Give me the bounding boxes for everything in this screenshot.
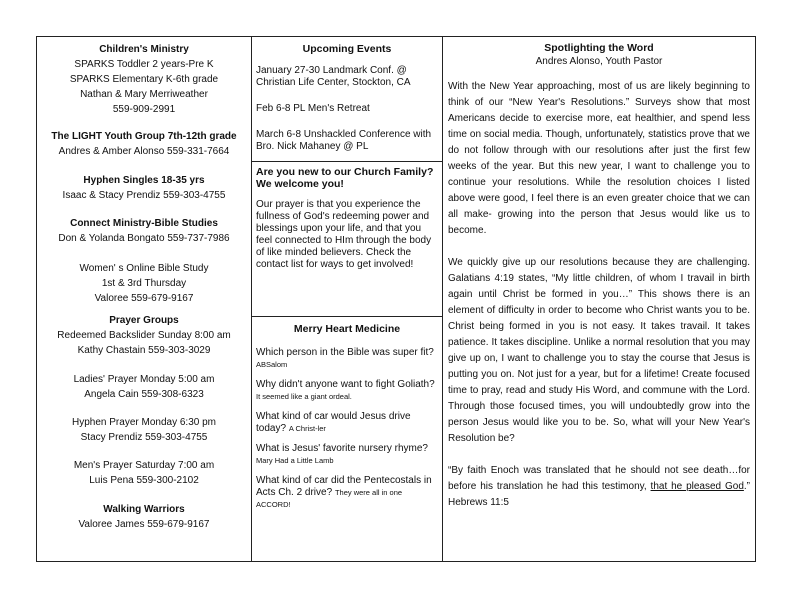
women-line: Women' s Online Bible Study bbox=[79, 263, 209, 274]
light-youth-title: The LIGHT Youth Group 7th-12th grade bbox=[51, 131, 237, 142]
event-item: March 6-8 Unshackled Conference with Bro. Nick Mahaney @ PL bbox=[256, 129, 432, 152]
spotlight-byline: Andres Alonso, Youth Pastor bbox=[535, 56, 663, 67]
joke-item bbox=[256, 347, 438, 371]
scripture-quote bbox=[448, 463, 750, 511]
walking-warriors-block bbox=[37, 502, 251, 532]
merry-heart-section bbox=[252, 323, 442, 511]
quote-underlined-text: that he pleased God bbox=[650, 481, 744, 492]
joke-answer: Mary Had a Little Lamb bbox=[256, 456, 334, 465]
section-divider bbox=[252, 161, 442, 162]
light-youth-block bbox=[37, 129, 251, 159]
joke-item bbox=[256, 475, 438, 511]
joke-item bbox=[256, 379, 438, 403]
ladies-line: Ladies' Prayer Monday 5:00 am bbox=[73, 374, 215, 385]
children-line: 559-909-2991 bbox=[112, 104, 176, 115]
walking-warriors-line: Valoree James 559-679-9167 bbox=[78, 519, 210, 530]
joke-item bbox=[256, 443, 438, 467]
merry-heart-title: Merry Heart Medicine bbox=[293, 323, 401, 335]
prayer-line: Redeemed Backslider Sunday 8:00 am bbox=[57, 330, 231, 341]
mens-prayer-block bbox=[37, 458, 251, 488]
middle-column bbox=[252, 37, 443, 561]
women-line: Valoree 559-679-9167 bbox=[94, 293, 194, 304]
article-paragraph: With the New Year approaching, most of us are likely beginning to think of our “New Year's Resolutions.” Surveys show that most Americans decide to exercise more, eat healthier, and spend less time on social media. Though, unfortunately, statistics prove that we do not follow through with our resolutions after just the first few weeks of the year. But this new year, I want to challenge you to continue your resolutions. While the resolution choices I listed above were good, I feel there is an even greater choice that we can all make- growing into the person that Jesus would like us to become. bbox=[448, 81, 750, 236]
walking-warriors-title: Walking Warriors bbox=[103, 504, 185, 515]
joke-question: What kind of car would Jesus drive today? bbox=[256, 411, 411, 434]
welcome-heading: Are you new to our Church Family? We welcome you! bbox=[256, 166, 434, 190]
spotlight-column bbox=[443, 37, 755, 561]
hyphen-singles-title: Hyphen Singles 18-35 yrs bbox=[83, 175, 205, 186]
light-youth-line: Andres & Amber Alonso 559-331-7664 bbox=[58, 146, 230, 157]
quote-text: “By faith Enoch was translated that he should not see death…for before his translation he had this testimony, bbox=[448, 465, 750, 492]
joke-question: What is Jesus' favorite nursery rhyme? bbox=[256, 443, 428, 454]
connect-ministry-title: Connect Ministry-Bible Studies bbox=[70, 218, 218, 229]
ministries-column bbox=[37, 37, 252, 561]
joke-question: What kind of car did the Pentecostals in Acts Ch. 2 drive? bbox=[256, 475, 432, 498]
joke-item bbox=[256, 411, 438, 435]
event-item: January 27-30 Landmark Conf. @ Christian Life Center, Stockton, CA bbox=[256, 65, 411, 88]
women-line: 1st & 3rd Thursday bbox=[101, 278, 187, 289]
prayer-groups-title: Prayer Groups bbox=[109, 315, 179, 326]
section-divider bbox=[252, 316, 442, 317]
joke-answer: ABSalom bbox=[256, 360, 288, 369]
joke-question: Why didn't anyone want to fight Goliath? bbox=[256, 379, 435, 390]
prayer-line: Kathy Chastain 559-303-3029 bbox=[77, 345, 211, 356]
ladies-prayer-block bbox=[37, 372, 251, 402]
spotlight-title: Spotlighting the Word bbox=[544, 42, 654, 54]
ladies-line: Angela Cain 559-308-6323 bbox=[84, 389, 204, 400]
women-bible-study-block bbox=[37, 261, 251, 306]
upcoming-events-section bbox=[252, 43, 442, 153]
spotlight-article bbox=[448, 41, 750, 511]
joke-answer: A Christ-ler bbox=[288, 424, 326, 433]
article-paragraph: We quickly give up our resolutions because they are challenging. Galatians 4:19 states, “My little children, of whom I travail in birth again until Christ be formed in you…” This shows there is an element of difficulty in order to become who Christ wants you to be. Christ being formed in you is not easy. It takes travail. It takes patience. It takes discipline. Unlike a normal resolution that you may give up on, I want to challenge you to stay the course that Jesus is putting you on. Not just for a year, but for a lifetime! Create focused time to pray, read and study His Word, and commune with the Lord. Through those focused times, you will undoubtedly grow into the person Jesus would like you to be. So, what will your New Year's Resolution be? bbox=[448, 257, 750, 444]
children-line: SPARKS Elementary K-6th grade bbox=[69, 74, 219, 85]
joke-answer: They were all in one ACCORD! bbox=[256, 488, 403, 509]
children-ministry-block bbox=[37, 42, 251, 117]
connect-ministry-block bbox=[37, 216, 251, 246]
welcome-body: Our prayer is that you experience the fullness of God's redeeming power and blessings upon your life, and that you feel connected to HIm through the body of like minded believers. Check the contact list for ways to get involved! bbox=[256, 199, 432, 270]
children-line: SPARKS Toddler 2 years-Pre K bbox=[74, 59, 214, 70]
hyphen-singles-line: Isaac & Stacy Prendiz 559-303-4755 bbox=[62, 190, 226, 201]
hyphen-singles-block bbox=[37, 173, 251, 203]
quote-reference: .” Hebrews 11:5 bbox=[448, 481, 750, 508]
connect-ministry-line: Don & Yolanda Bongato 559-737-7986 bbox=[58, 233, 230, 244]
upcoming-events-title: Upcoming Events bbox=[302, 43, 392, 55]
welcome-section bbox=[252, 166, 442, 271]
children-ministry-title: Children's Ministry bbox=[99, 44, 189, 55]
mens-line: Men's Prayer Saturday 7:00 am bbox=[73, 460, 215, 471]
bulletin-page bbox=[36, 36, 756, 562]
prayer-groups-block bbox=[37, 313, 251, 358]
mens-line: Luis Pena 559-300-2102 bbox=[89, 475, 199, 486]
joke-question: Which person in the Bible was super fit? bbox=[256, 347, 434, 358]
children-line: Nathan & Mary Merriweather bbox=[80, 89, 208, 100]
joke-answer: It seemed like a giant ordeal. bbox=[256, 392, 352, 401]
hyphen-prayer-line: Hyphen Prayer Monday 6:30 pm bbox=[72, 417, 216, 428]
event-item: Feb 6-8 PL Men's Retreat bbox=[256, 103, 370, 114]
hyphen-prayer-line: Stacy Prendiz 559-303-4755 bbox=[80, 432, 208, 443]
hyphen-prayer-block bbox=[37, 415, 251, 445]
